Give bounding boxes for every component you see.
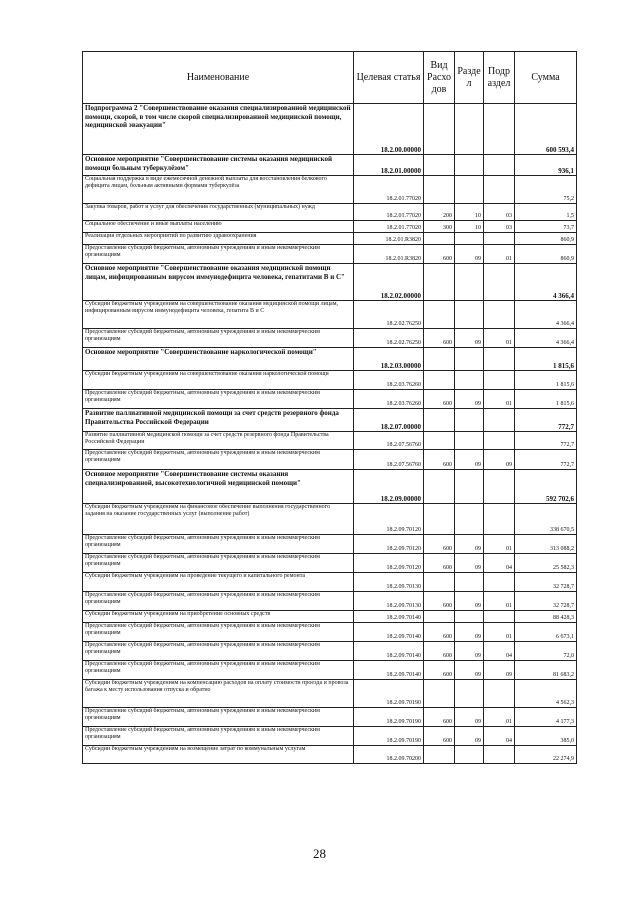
row-sum: 338 670,5 xyxy=(515,504,577,535)
table-row xyxy=(83,371,577,390)
row-razdel: 09 xyxy=(455,727,484,746)
row-target: 18.2.01.77020 xyxy=(354,204,424,221)
row-sum: 1,5 xyxy=(515,204,577,221)
table-row xyxy=(83,245,577,264)
table-row xyxy=(83,155,577,176)
row-podrazdel: 01 xyxy=(484,535,515,554)
row-target: 18.2.09.70130 xyxy=(354,592,424,611)
row-razdel: 09 xyxy=(455,623,484,642)
col-header-razdel: Разде л xyxy=(455,52,484,104)
col-header-target: Целевая статья xyxy=(354,52,424,104)
row-target: 18.2.09.70140 xyxy=(354,611,424,623)
row-name: Социальное обеспечение и иные выплаты населению xyxy=(83,221,354,233)
row-sum: 385,0 xyxy=(515,727,577,746)
row-razdel: 09 xyxy=(455,329,484,348)
table-row xyxy=(83,573,577,592)
row-podrazdel xyxy=(484,573,515,592)
row-podrazdel: 03 xyxy=(484,204,515,221)
row-name: Субсидии бюджетным учреждениям на приобретение основных средств xyxy=(83,611,354,623)
table-row xyxy=(83,390,577,409)
row-name: Предоставление субсидий бюджетным, автономным учреждениям и иным некоммерческим организациям xyxy=(83,661,354,680)
table-row xyxy=(83,329,577,348)
row-name: Субсидии бюджетным учреждениям на проведение текущего и капитального ремонта xyxy=(83,573,354,592)
row-target: 18.2.01.R3820 xyxy=(354,245,424,264)
row-vid: 600 xyxy=(424,535,455,554)
row-name: Субсидии бюджетным учреждениям на финансовое обеспечение выполнения государственного задания на оказание государственных услуг (выполнение работ) xyxy=(83,504,354,535)
row-vid: 600 xyxy=(424,554,455,573)
row-vid: 600 xyxy=(424,661,455,680)
row-name: Подпрограмма 2 "Совершенствование оказания специализированной медицинской помощи, скорой, в том числе скорой специализированной медицинской помощи, медицинской эвакуации" xyxy=(83,104,354,155)
row-vid xyxy=(424,155,455,176)
row-sum: 6 673,1 xyxy=(515,623,577,642)
row-vid xyxy=(424,348,455,371)
row-podrazdel xyxy=(484,104,515,155)
row-razdel: 09 xyxy=(455,535,484,554)
row-razdel xyxy=(455,746,484,764)
row-podrazdel xyxy=(484,504,515,535)
table-row xyxy=(83,204,577,221)
row-vid: 600 xyxy=(424,450,455,470)
row-razdel: 10 xyxy=(455,221,484,233)
row-podrazdel: 04 xyxy=(484,642,515,661)
row-sum: 600 593,4 xyxy=(515,104,577,155)
budget-table xyxy=(82,51,577,764)
row-vid xyxy=(424,746,455,764)
row-razdel xyxy=(455,611,484,623)
table-row xyxy=(83,680,577,708)
row-target: 18.2.09.70120 xyxy=(354,554,424,573)
row-sum: 313 088,2 xyxy=(515,535,577,554)
row-sum: 4 366,4 xyxy=(515,264,577,301)
row-target: 18.2.01.77020 xyxy=(354,176,424,204)
row-vid: 600 xyxy=(424,390,455,409)
row-vid: 600 xyxy=(424,708,455,727)
row-razdel xyxy=(455,301,484,329)
table-row xyxy=(83,450,577,470)
row-sum: 1 815,6 xyxy=(515,348,577,371)
row-podrazdel: 09 xyxy=(484,661,515,680)
row-target: 18.2.09.70120 xyxy=(354,535,424,554)
row-sum: 4 177,3 xyxy=(515,708,577,727)
row-target: 18.2.01.R3820 xyxy=(354,233,424,245)
row-sum: 1 815,6 xyxy=(515,371,577,390)
row-razdel xyxy=(455,432,484,450)
row-target: 18.2.09.70140 xyxy=(354,623,424,642)
row-name: Предоставление субсидий бюджетным, автономным учреждениям и иным некоммерческим организациям xyxy=(83,450,354,470)
row-razdel: 09 xyxy=(455,245,484,264)
row-sum: 772,7 xyxy=(515,409,577,432)
row-razdel xyxy=(455,233,484,245)
table-row xyxy=(83,611,577,623)
row-target: 18.2.07.00000 xyxy=(354,409,424,432)
row-podrazdel xyxy=(484,432,515,450)
row-target: 18.2.07.56760 xyxy=(354,432,424,450)
row-name: Развитие паллиативной медицинской помощи за счет средств резервного фонда Правительства Российской Федерации xyxy=(83,409,354,432)
table-row xyxy=(83,409,577,432)
row-podrazdel: 01 xyxy=(484,592,515,611)
table-row xyxy=(83,221,577,233)
row-target: 18.2.09.70190 xyxy=(354,708,424,727)
row-vid: 600 xyxy=(424,245,455,264)
row-name: Предоставление субсидий бюджетным, автономным учреждениям и иным некоммерческим организациям xyxy=(83,592,354,611)
row-name: Предоставление субсидий бюджетным, автономным учреждениям и иным некоммерческим организациям xyxy=(83,708,354,727)
row-podrazdel xyxy=(484,470,515,504)
row-target: 18.2.09.70130 xyxy=(354,573,424,592)
row-podrazdel xyxy=(484,746,515,764)
row-target: 18.2.03.76260 xyxy=(354,390,424,409)
row-razdel: 09 xyxy=(455,708,484,727)
table-row xyxy=(83,746,577,764)
row-sum: 75,2 xyxy=(515,176,577,204)
row-name: Предоставление субсидий бюджетным, автономным учреждениям и иным некоммерческим организациям xyxy=(83,727,354,746)
table-row xyxy=(83,470,577,504)
table-row xyxy=(83,623,577,642)
row-name: Основное мероприятие "Совершенствование оказания медицинской помощи лицам, инфицированным вирусом иммунодефицита человека, гепатитами В и С" xyxy=(83,264,354,301)
row-sum: 592 702,6 xyxy=(515,470,577,504)
row-podrazdel: 01 xyxy=(484,708,515,727)
row-target: 18.2.09.70190 xyxy=(354,727,424,746)
row-target: 18.2.09.70140 xyxy=(354,661,424,680)
table-row xyxy=(83,535,577,554)
row-name: Предоставление субсидий бюджетным, автономным учреждениям и иным некоммерческим организациям xyxy=(83,390,354,409)
table-row xyxy=(83,432,577,450)
row-sum: 25 582,3 xyxy=(515,554,577,573)
row-target: 18.2.09.70200 xyxy=(354,746,424,764)
row-razdel xyxy=(455,470,484,504)
row-vid: 600 xyxy=(424,727,455,746)
row-target: 18.2.02.76250 xyxy=(354,329,424,348)
row-name: Субсидии бюджетным учреждениям на совершенствование оказания медицинской помощи лицам, инфицированным вирусом иммунодефицита человека, гепатита В и С xyxy=(83,301,354,329)
row-podrazdel: 01 xyxy=(484,245,515,264)
row-vid xyxy=(424,371,455,390)
row-vid xyxy=(424,432,455,450)
row-target: 18.2.02.76250 xyxy=(354,301,424,329)
row-target: 18.2.07.56760 xyxy=(354,450,424,470)
row-sum: 22 274,9 xyxy=(515,746,577,764)
row-podrazdel: 04 xyxy=(484,554,515,573)
row-target: 18.2.03.00000 xyxy=(354,348,424,371)
table-row xyxy=(83,661,577,680)
row-razdel xyxy=(455,409,484,432)
row-name: Реализация отдельных мероприятий по развитию здравоохранения xyxy=(83,233,354,245)
row-vid xyxy=(424,301,455,329)
table-row xyxy=(83,504,577,535)
row-target: 18.2.00.00000 xyxy=(354,104,424,155)
row-podrazdel: 03 xyxy=(484,221,515,233)
row-name: Предоставление субсидий бюджетным, автономным учреждениям и иным некоммерческим организациям xyxy=(83,642,354,661)
row-razdel xyxy=(455,573,484,592)
row-vid xyxy=(424,504,455,535)
row-razdel: 09 xyxy=(455,554,484,573)
row-razdel xyxy=(455,155,484,176)
col-header-podrazdel: Подр аздел xyxy=(484,52,515,104)
row-vid xyxy=(424,573,455,592)
row-podrazdel xyxy=(484,155,515,176)
row-razdel xyxy=(455,504,484,535)
col-header-sum: Сумма xyxy=(515,52,577,104)
row-sum: 772,7 xyxy=(515,432,577,450)
table-row xyxy=(83,554,577,573)
row-razdel: 09 xyxy=(455,592,484,611)
row-podrazdel xyxy=(484,348,515,371)
row-target: 18.2.02.00000 xyxy=(354,264,424,301)
row-name: Социальная поддержка в виде ежемесячной денежной выплаты для восстановления белкового дефицита лицам, больным активными формами туберкулёза xyxy=(83,176,354,204)
row-sum: 32 728,7 xyxy=(515,592,577,611)
row-target: 18.2.09.00000 xyxy=(354,470,424,504)
row-target: 18.2.09.70120 xyxy=(354,504,424,535)
row-target: 18.2.03.76260 xyxy=(354,371,424,390)
row-vid: 600 xyxy=(424,329,455,348)
row-vid: 600 xyxy=(424,623,455,642)
row-vid xyxy=(424,470,455,504)
row-podrazdel xyxy=(484,680,515,708)
row-vid: 300 xyxy=(424,221,455,233)
row-target: 18.2.09.70140 xyxy=(354,642,424,661)
row-podrazdel: 01 xyxy=(484,329,515,348)
row-vid xyxy=(424,104,455,155)
row-name: Субсидии бюджетным учреждениям на совершенствование оказания наркологической помощи xyxy=(83,371,354,390)
row-name: Предоставление субсидий бюджетным, автономным учреждениям и иным некоммерческим организациям xyxy=(83,245,354,264)
page-number: 28 xyxy=(313,846,326,861)
row-podrazdel xyxy=(484,409,515,432)
row-vid xyxy=(424,264,455,301)
row-podrazdel: 01 xyxy=(484,623,515,642)
row-name: Основное мероприятие "Совершенствование наркологической помощи" xyxy=(83,348,354,371)
row-name: Субсидии бюджетным учреждениям на компенсацию расходов на оплату стоимости проезда и провоза багажа к месту использования отпуска и обратно xyxy=(83,680,354,708)
row-sum: 860,9 xyxy=(515,233,577,245)
row-vid: 200 xyxy=(424,204,455,221)
row-razdel: 09 xyxy=(455,661,484,680)
col-header-name: Наименование xyxy=(83,52,354,104)
row-razdel: 09 xyxy=(455,450,484,470)
row-sum: 4 562,3 xyxy=(515,680,577,708)
row-name: Основное мероприятие "Совершенствование системы оказания медицинской помощи больным туберкулёзом" xyxy=(83,155,354,176)
row-vid xyxy=(424,176,455,204)
row-vid xyxy=(424,233,455,245)
row-sum: 72,0 xyxy=(515,642,577,661)
row-vid xyxy=(424,409,455,432)
table-body xyxy=(83,104,577,764)
row-name: Предоставление субсидий бюджетным, автономным учреждениям и иным некоммерческим организациям xyxy=(83,623,354,642)
row-sum: 88 428,3 xyxy=(515,611,577,623)
row-sum: 32 728,7 xyxy=(515,573,577,592)
row-podrazdel xyxy=(484,611,515,623)
table-row xyxy=(83,104,577,155)
row-sum: 1 815,6 xyxy=(515,390,577,409)
row-razdel: 09 xyxy=(455,390,484,409)
row-sum: 4 366,4 xyxy=(515,329,577,348)
row-razdel: 10 xyxy=(455,204,484,221)
row-razdel xyxy=(455,264,484,301)
table-row xyxy=(83,264,577,301)
row-razdel: 09 xyxy=(455,642,484,661)
table-row xyxy=(83,348,577,371)
row-target: 18.2.01.00000 xyxy=(354,155,424,176)
row-name: Предоставление субсидий бюджетным, автономным учреждениям и иным некоммерческим организациям xyxy=(83,535,354,554)
row-sum: 73,7 xyxy=(515,221,577,233)
row-name: Предоставление субсидий бюджетным, автономным учреждениям и иным некоммерческим организациям xyxy=(83,554,354,573)
row-sum: 860,9 xyxy=(515,245,577,264)
table-row xyxy=(83,301,577,329)
table-row xyxy=(83,708,577,727)
row-vid xyxy=(424,611,455,623)
row-name: Субсидии бюджетным учреждениям на возмещение затрат по коммунальным услугам xyxy=(83,746,354,764)
table-header-row xyxy=(83,52,577,104)
table-row xyxy=(83,233,577,245)
row-razdel xyxy=(455,104,484,155)
row-podrazdel xyxy=(484,176,515,204)
row-podrazdel xyxy=(484,301,515,329)
row-podrazdel xyxy=(484,371,515,390)
row-razdel xyxy=(455,371,484,390)
row-razdel xyxy=(455,680,484,708)
row-razdel xyxy=(455,348,484,371)
row-name: Развитие паллиативной медицинской помощи за счет средств резервного фонда Правительства Российской Федерации xyxy=(83,432,354,450)
table-row xyxy=(83,642,577,661)
row-sum: 81 683,2 xyxy=(515,661,577,680)
row-name: Закупка товаров, работ и услуг для обеспечения государственных (муниципальных) нужд xyxy=(83,204,354,221)
row-sum: 936,1 xyxy=(515,155,577,176)
row-podrazdel: 04 xyxy=(484,727,515,746)
table-row xyxy=(83,592,577,611)
row-podrazdel: 01 xyxy=(484,390,515,409)
row-vid: 600 xyxy=(424,592,455,611)
row-podrazdel: 09 xyxy=(484,450,515,470)
row-podrazdel xyxy=(484,233,515,245)
row-razdel xyxy=(455,176,484,204)
row-sum: 772,7 xyxy=(515,450,577,470)
row-podrazdel xyxy=(484,264,515,301)
col-header-vid: Вид Расхо дов xyxy=(424,52,455,104)
table-row xyxy=(83,176,577,204)
row-name: Предоставление субсидий бюджетным, автономным учреждениям и иным некоммерческим организациям xyxy=(83,329,354,348)
row-name: Основное мероприятие "Совершенствование системы оказания специализированной, высокотехнологичной медицинской помощи" xyxy=(83,470,354,504)
row-vid xyxy=(424,680,455,708)
table-row xyxy=(83,727,577,746)
row-vid: 600 xyxy=(424,642,455,661)
row-target: 18.2.01.77020 xyxy=(354,221,424,233)
row-target: 18.2.09.70190 xyxy=(354,680,424,708)
row-sum: 4 366,4 xyxy=(515,301,577,329)
